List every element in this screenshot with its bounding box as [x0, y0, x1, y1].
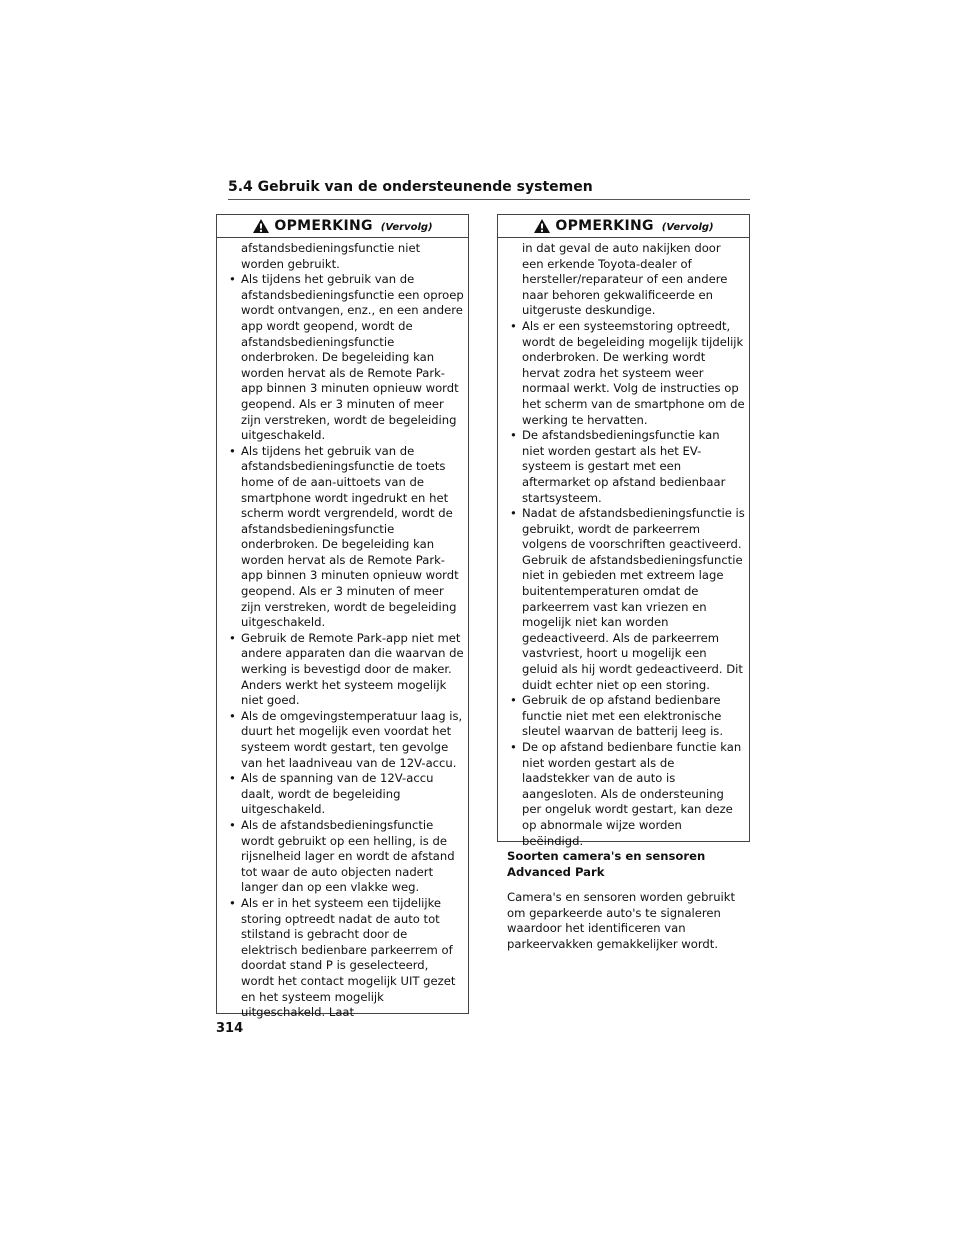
list-item: • Nadat de afstandsbedieningsfunctie is gebruikt, wordt de parkeerrem volgens de voorschriften geactiveerd. Gebruik de afstandsbedieningsfunctie niet in gebieden met extreem lage buitentemperaturen omdat de parkeerrem vast kan vriezen en mogelijk niet kan worden gedeactiveerd. Als de parkeerrem vastvriest, hoort u mogelijk een geluid als hij wordt gedeactiveerd. Dit duidt echter niet op een storing. [508, 506, 745, 693]
list-item: • Als de omgevingstemperatuur laag is, duurt het mogelijk even voordat het systeem wordt gestart, ten gevolge van het laadniveau van de 12V-accu. [227, 709, 464, 771]
note-header [217, 215, 468, 238]
note-box-right [497, 214, 750, 848]
note-list [227, 272, 464, 1021]
list-item: • Als tijdens het gebruik van de afstandsbedieningsfunctie een oproep wordt ontvangen, enz., en een andere app wordt geopend, wordt de afstandsbedieningsfunctie onderbroken. De begeleiding kan worden hervat als de Remote Park-app binnen 3 minuten opnieuw wordt geopend. Als er 3 minuten of meer zijn verstreken, wordt de begeleiding uitgeschakeld. [227, 272, 464, 444]
list-item: • Gebruik de Remote Park-app niet met andere apparaten dan die waarvan de werking is bevestigd door de maker. Anders werkt het systeem mogelijk niet goed. [227, 631, 464, 709]
note-list [508, 319, 745, 849]
note-body [498, 238, 749, 849]
note-body [217, 238, 468, 1021]
note-header [498, 215, 749, 238]
list-item: • Als er in het systeem een tijdelijke storing optreedt nadat de auto tot stilstand is gebracht door de elektrisch bedienbare parkeerrem of doordat stand P is geselecteerd, wordt het contact mogelijk UIT gezet en het systeem mogelijk uitgeschakeld. Laat [227, 896, 464, 1021]
section-header: 5.4 Gebruik van de ondersteunende systemen [228, 178, 750, 200]
list-item: • Als de spanning van de 12V-accu daalt, wordt de begeleiding uitgeschakeld. [227, 771, 464, 818]
warning-icon [252, 218, 270, 234]
note-lead-text: afstandsbedieningsfunctie niet worden gebruikt. [241, 241, 421, 271]
note-box-left [216, 214, 469, 1020]
body-paragraph: Camera's en sensoren worden gebruikt om geparkeerde auto's te signaleren waardoor het identificeren van parkeervakken gemakkelijker wordt. [507, 890, 736, 951]
section-content [507, 849, 752, 953]
subheading-camera-types: Soorten camera's en sensoren [507, 849, 706, 863]
note-title: OPMERKING [274, 218, 373, 234]
list-item: • De afstandsbedieningsfunctie kan niet worden gestart als het EV-systeem is gestart met een aftermarket op afstand bedienbaar startsysteem. [508, 428, 745, 506]
list-item: • Gebruik de op afstand bedienbare functie niet met een elektronische sleutel waarvan de batterij leeg is. [508, 693, 745, 740]
list-item: • Als tijdens het gebruik van de afstandsbedieningsfunctie de toets home of de aan-uittoets van de smartphone wordt ingedrukt en het scherm wordt vergrendeld, wordt de afstandsbedieningsfunctie onderbroken. De begeleiding kan worden hervat als de Remote Park-app binnen 3 minuten opnieuw wordt geopend. Als er 3 minuten of meer zijn verstreken, wordt de begeleiding uitgeschakeld. [227, 444, 464, 631]
list-item: • Als de afstandsbedieningsfunctie wordt gebruikt op een helling, is de rijsnelheid lager en wordt de afstand tot waar de auto objecten nadert langer dan op een vlakke weg. [227, 818, 464, 896]
warning-icon [533, 218, 551, 234]
note-continued: (Vervolg) [661, 222, 714, 233]
subheading-advanced-park: Advanced Park [507, 864, 605, 879]
note-lead-text: in dat geval de auto nakijken door een erkende Toyota-dealer of hersteller/reparateur of een andere naar behoren gekwalificeerde en uitgeruste deskundige. [522, 241, 728, 318]
page-number: 314 [216, 1021, 244, 1036]
list-item: • Als er een systeemstoring optreedt, wordt de begeleiding mogelijk tijdelijk onderbroken. De werking wordt hervat zodra het systeem weer normaal werkt. Volg de instructies op het scherm van de smartphone om de werking te hervatten. [508, 319, 745, 428]
list-item: • De op afstand bedienbare functie kan niet worden gestart als de laadstekker van de auto is aangesloten. Als de ondersteuning per ongeluk wordt gestart, kan deze op abnormale wijze worden beëindigd. [508, 740, 745, 849]
note-title: OPMERKING [555, 218, 654, 234]
note-continued: (Vervolg) [380, 222, 433, 233]
